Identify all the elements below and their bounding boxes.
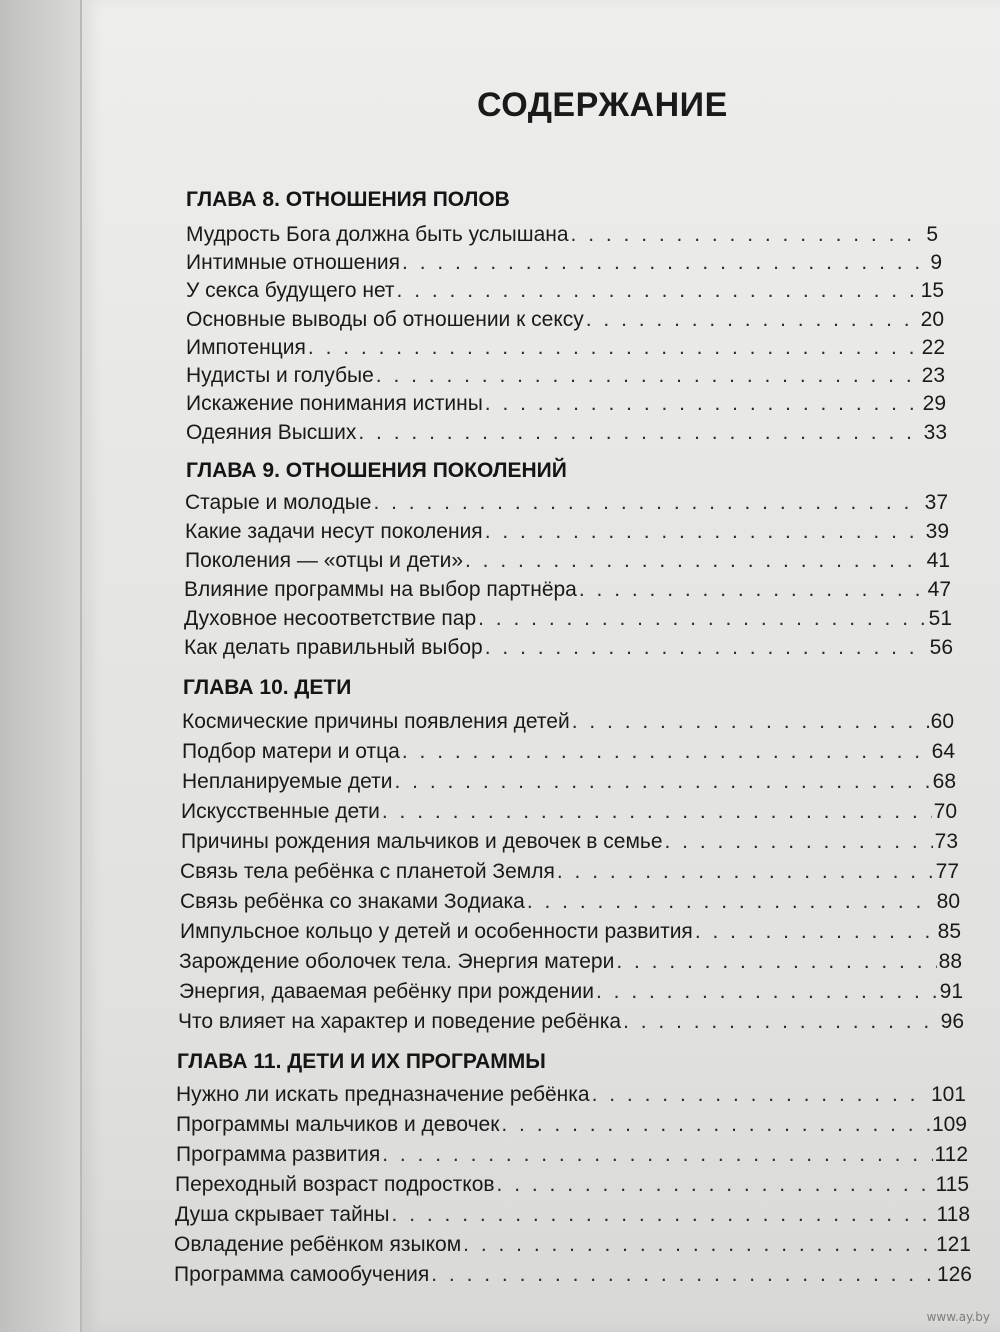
leader-dots — [616, 949, 936, 975]
leader-dots — [382, 1142, 932, 1168]
leader-dots — [402, 250, 928, 276]
toc-entry-title: Непланируемые дети — [182, 770, 393, 793]
toc-entry-page: 5 — [926, 223, 938, 246]
toc-entry-title: Влияние программы на выбор партнёра — [184, 578, 577, 601]
toc-entry — [185, 546, 950, 574]
chapter-heading: ГЛАВА 8. ОТНОШЕНИЯ ПОЛОВ — [186, 188, 510, 211]
toc-entry — [186, 305, 944, 333]
leader-dots — [695, 919, 936, 945]
toc-entry-title: Старые и молодые — [185, 491, 372, 514]
toc-entry-page: 70 — [933, 800, 957, 823]
toc-entry-title: Зарождение оболочек тела. Энергия матери — [179, 950, 615, 973]
toc-entry-title: У секса будущего нет — [186, 279, 395, 302]
toc-entry-page: 115 — [935, 1173, 969, 1196]
toc-entry-page: 39 — [925, 520, 949, 543]
toc-entry-page: 88 — [938, 950, 962, 973]
toc-entry-title: Интимные отношения — [186, 251, 401, 274]
toc-entry — [181, 827, 958, 855]
toc-entry-page: 51 — [928, 607, 952, 630]
background-left — [0, 0, 84, 1332]
toc-entry-title: Нудисты и голубые — [186, 364, 374, 387]
toc-entry — [184, 604, 952, 632]
leader-dots — [485, 635, 928, 661]
toc-entry — [175, 1200, 970, 1228]
toc-entry-page: 9 — [930, 251, 942, 274]
toc-entry — [186, 389, 946, 417]
toc-entry — [184, 575, 951, 603]
toc-entry-title: Импотенция — [186, 336, 306, 359]
toc-entry-title: Мудрость Бога должна быть услышана — [186, 223, 569, 246]
leader-dots — [392, 1202, 935, 1228]
toc-entry-title: Программа самообучения — [174, 1263, 430, 1286]
toc-entry-title: Искажение понимания истины — [186, 392, 483, 415]
leader-dots — [431, 1262, 935, 1288]
leader-dots — [478, 606, 927, 632]
leader-dots — [308, 335, 920, 361]
toc-entry — [178, 1007, 964, 1035]
toc-entry — [175, 1170, 969, 1198]
leader-dots — [373, 490, 922, 516]
toc-entry-page: 47 — [927, 578, 951, 601]
toc-entry-title: Что влияет на характер и поведение ребёнка — [178, 1010, 622, 1033]
toc-entry — [176, 1080, 966, 1108]
toc-entry-title: Искусственные дети — [181, 800, 380, 823]
toc-entry-title: Связь тела ребёнка с планетой Земля — [180, 860, 555, 883]
toc-entry-page: 20 — [920, 308, 944, 331]
toc-entry-page: 29 — [922, 392, 946, 415]
toc-entry-page: 15 — [920, 279, 944, 302]
toc-entry — [186, 333, 945, 361]
toc-entry-page: 118 — [936, 1203, 970, 1226]
leader-dots — [463, 1232, 934, 1258]
toc-entry-page: 60 — [930, 710, 954, 733]
leader-dots — [497, 1172, 934, 1198]
leader-dots — [501, 1112, 930, 1138]
leader-dots — [382, 799, 932, 825]
toc-entry-page: 112 — [934, 1143, 968, 1166]
toc-entry — [186, 248, 942, 276]
toc-entry-title: Программы мальчиков и девочек — [176, 1113, 500, 1136]
toc-entry-title: Как делать правильный выбор — [184, 636, 483, 659]
toc-entry-page: 121 — [935, 1233, 971, 1256]
leader-dots — [402, 739, 930, 765]
book-page — [80, 0, 1000, 1332]
leader-dots — [465, 548, 925, 574]
leader-dots — [358, 420, 921, 446]
leader-dots — [579, 577, 926, 603]
toc-entry-title: Одеяния Высших — [186, 421, 357, 444]
toc-entry-page: 126 — [936, 1263, 972, 1286]
chapter-heading: ГЛАВА 11. ДЕТИ И ИХ ПРОГРАММЫ — [177, 1050, 546, 1073]
leader-dots — [527, 889, 935, 915]
toc-entry-title: Нужно ли искать предназначение ребёнка — [176, 1083, 590, 1106]
toc-entry-page: 37 — [924, 491, 948, 514]
leader-dots — [397, 278, 919, 304]
leader-dots — [395, 769, 931, 795]
leader-dots — [665, 829, 933, 855]
toc-entry-title: Какие задачи несут поколения — [185, 520, 483, 543]
toc-entry — [184, 633, 953, 661]
toc-entry-page: 73 — [934, 830, 958, 853]
toc-entry-page: 80 — [936, 890, 960, 913]
page-title: СОДЕРЖАНИЕ — [477, 86, 728, 124]
chapter-heading: ГЛАВА 9. ОТНОШЕНИЯ ПОКОЛЕНИЙ — [186, 459, 567, 482]
toc-entry — [179, 977, 963, 1005]
toc-entry-title: Программа развития — [176, 1143, 381, 1166]
leader-dots — [572, 709, 929, 735]
leader-dots — [596, 979, 938, 1005]
toc-entry — [181, 797, 957, 825]
leader-dots — [557, 859, 934, 885]
toc-entry — [185, 488, 948, 516]
leader-dots — [592, 1082, 929, 1108]
toc-entry-page: 23 — [921, 364, 945, 387]
toc-entry-title: Причины рождения мальчиков и девочек в семье — [181, 830, 663, 853]
toc-entry-page: 109 — [931, 1113, 967, 1136]
toc-entry — [182, 737, 955, 765]
toc-entry-title: Связь ребёнка со знаками Зодиака — [180, 890, 525, 913]
toc-entry-title: Энергия, даваемая ребёнку при рождении — [179, 980, 594, 1003]
toc-entry — [186, 220, 938, 248]
toc-entry-page: 77 — [935, 860, 959, 883]
toc-entry — [182, 767, 956, 795]
leader-dots — [376, 363, 920, 389]
toc-entry-title: Духовное несоответствие пар — [184, 607, 477, 630]
toc-entry-title: Поколения — «отцы и дети» — [185, 549, 464, 572]
toc-entry — [186, 418, 947, 446]
leader-dots — [485, 391, 921, 417]
leader-dots — [623, 1009, 939, 1035]
leader-dots — [485, 519, 924, 545]
toc-entry — [176, 1140, 968, 1168]
toc-entry-title: Основные выводы об отношении к сексу — [186, 308, 584, 331]
toc-entry — [180, 887, 960, 915]
toc-entry — [186, 361, 945, 389]
watermark: www.ay.by — [926, 1310, 990, 1324]
toc-entry-title: Душа скрывает тайны — [175, 1203, 390, 1226]
toc-entry-page: 41 — [926, 549, 950, 572]
toc-entry — [182, 707, 954, 735]
toc-entry-page: 22 — [921, 336, 945, 359]
toc-entry-title: Космические причины появления детей — [182, 710, 570, 733]
toc-entry — [176, 1110, 967, 1138]
toc-entry — [180, 857, 959, 885]
toc-entry-page: 68 — [932, 770, 956, 793]
toc-entry — [180, 917, 961, 945]
toc-entry-title: Переходный возраст подростков — [175, 1173, 495, 1196]
toc-entry-page: 101 — [930, 1083, 966, 1106]
toc-entry-page: 91 — [939, 980, 963, 1003]
toc-entry — [174, 1260, 972, 1288]
leader-dots — [586, 307, 919, 333]
toc-entry-page: 33 — [923, 421, 947, 444]
chapter-heading: ГЛАВА 10. ДЕТИ — [183, 676, 352, 699]
toc-entry-page: 85 — [937, 920, 961, 943]
toc-entry-title: Подбор матери и отца — [182, 740, 400, 763]
toc-entry — [186, 276, 944, 304]
toc-entry — [185, 517, 949, 545]
toc-entry-title: Импульсное кольцо у детей и особенности развития — [180, 920, 693, 943]
toc-entry — [179, 947, 962, 975]
toc-entry-page: 96 — [940, 1010, 964, 1033]
leader-dots — [571, 222, 925, 248]
toc-entry-page: 56 — [929, 636, 953, 659]
toc-entry — [174, 1230, 971, 1258]
toc-entry-title: Овладение ребёнком языком — [174, 1233, 462, 1256]
toc-entry-page: 64 — [931, 740, 955, 763]
